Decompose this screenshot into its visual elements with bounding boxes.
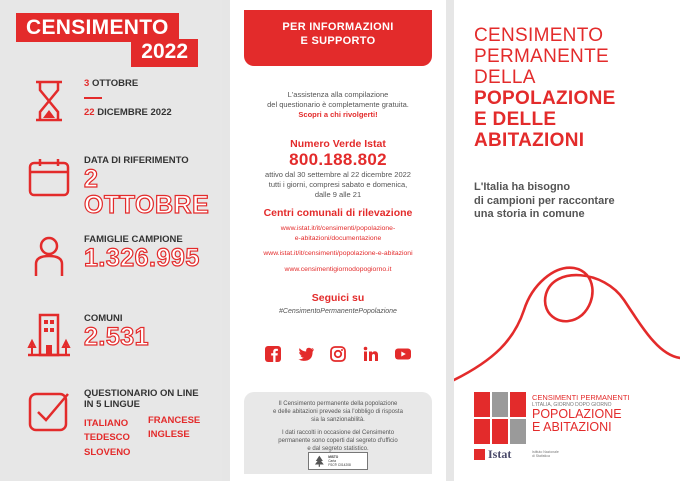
istat-full-name: Istituto Nazionale di Statistica: [532, 450, 559, 458]
istat-name: Istat: [488, 447, 512, 461]
badge-year: 2022: [131, 39, 198, 67]
hashtag: #CensimentoPermanentePopolazione: [279, 308, 397, 315]
dates-text: [84, 78, 172, 118]
logo-line2: L'ITALIA, GIORNO DOPO GIORNO: [532, 402, 612, 408]
assistance-link[interactable]: Scopri a chi rivolgerti!: [298, 110, 378, 119]
info-header: [244, 10, 432, 66]
cover-subtitle: L'Italia ha bisogno di campioni per raccontare una storia in comune: [474, 181, 615, 220]
links-list: [230, 224, 446, 280]
badge-title: CENSIMENTO: [16, 13, 179, 42]
info-header-line1: PER INFORMAZIONI: [282, 21, 394, 33]
census-badge: [16, 13, 202, 61]
families-value: 1.326.995: [84, 244, 200, 272]
comuni-value: 2.531: [84, 323, 150, 351]
istat-mark-icon: [474, 449, 485, 460]
tree-icon: [309, 453, 367, 469]
online-label-1: QUESTIONARIO ON LINE: [84, 388, 199, 399]
language-item: ITALIANO: [84, 418, 129, 429]
calendar-icon: [26, 155, 72, 201]
fsc-logo: [308, 452, 368, 470]
date-start-day: 3: [84, 78, 90, 89]
logo-line3: POPOLAZIONE: [532, 407, 622, 421]
comuni-label: COMUNI: [84, 313, 123, 324]
date-divider: [84, 97, 102, 99]
fsc-mixed: MISTO: [328, 454, 339, 459]
language-item: SLOVENO: [84, 447, 131, 458]
reference-date-value: 2 OTTOBRE: [84, 165, 210, 219]
link-census-page[interactable]: www.istat.it/it/censimenti/popolazione-e-abitazioni: [263, 250, 413, 257]
date-end-day: 22: [84, 106, 95, 118]
date-end-month: DICEMBRE 2022: [97, 106, 172, 118]
right-panel: [454, 0, 680, 481]
toll-free-number[interactable]: 800.188.802: [289, 150, 387, 169]
toll-free-title: Numero Verde Istat: [290, 138, 386, 150]
hourglass-icon: [26, 78, 72, 124]
red-ribbon-decoration: [454, 230, 680, 390]
follow-us-title: Seguici su: [311, 292, 365, 304]
privacy-notice: Il Censimento permanente della popolazione e delle abitazioni prevede sia l'obbligo di risposta sia la sanzionabilità. I dati raccolti in occasione del Censimento permanente sono coperti dal segreto d'ufficio e dal segreto statistico.: [244, 392, 432, 474]
families-label: FAMIGLIE CAMPIONE: [84, 234, 183, 245]
census-logo-tiles: [474, 392, 526, 444]
logo-line4: E ABITAZIONI: [532, 420, 612, 434]
reference-date-label: DATA DI RIFERIMENTO: [84, 155, 189, 166]
link-census-site[interactable]: www.censimentigiornodopogiorno.it: [284, 265, 392, 273]
online-label-2: IN 5 LINGUE: [84, 399, 140, 410]
left-panel: [0, 0, 222, 481]
cover-title-bold: POPOLAZIONE E DELLE ABITAZIONI: [474, 88, 616, 151]
istat-logo: [474, 447, 574, 463]
social-icons: [264, 345, 412, 363]
checkbox-icon: [26, 388, 72, 434]
town-hall-icon: [26, 313, 72, 359]
cover-title-light: CENSIMENTO PERMANENTE DELLA: [474, 25, 609, 88]
language-item: INGLESE: [148, 429, 190, 440]
census-logo: [474, 392, 674, 444]
language-item: FRANCESE: [148, 415, 201, 426]
assistance-text: L'assistenza alla compilazione del questionario è completamente gratuita. Scopri a chi rivolgerti!: [230, 90, 446, 120]
twitter-icon[interactable]: [297, 345, 315, 363]
instagram-icon[interactable]: [329, 345, 347, 363]
logo-line1: CENSIMENTI PERMANENTI: [532, 393, 630, 402]
link-documentation[interactable]: www.istat.it/it/censimenti/popolazione- e-abitazioni/documentazione: [280, 225, 396, 242]
middle-panel: [230, 0, 446, 481]
facebook-icon[interactable]: [264, 345, 282, 363]
info-header-line2: E SUPPORTO: [300, 35, 376, 47]
language-item: TEDESCO: [84, 432, 130, 443]
linkedin-icon[interactable]: [362, 345, 380, 363]
date-start-month: OTTOBRE: [91, 78, 139, 89]
person-icon: [26, 234, 72, 280]
fsc-paper: Carta: [328, 458, 337, 463]
youtube-icon[interactable]: [394, 345, 412, 363]
fsc-code: FSC® C014208: [328, 462, 351, 467]
centers-title: Centri comunali di rilevazione: [263, 207, 413, 219]
toll-free-hours: attivo dal 30 settembre al 22 dicembre 2022 tutti i giorni, compresi sabato e domenica, dalle 9 alle 21: [265, 170, 411, 199]
